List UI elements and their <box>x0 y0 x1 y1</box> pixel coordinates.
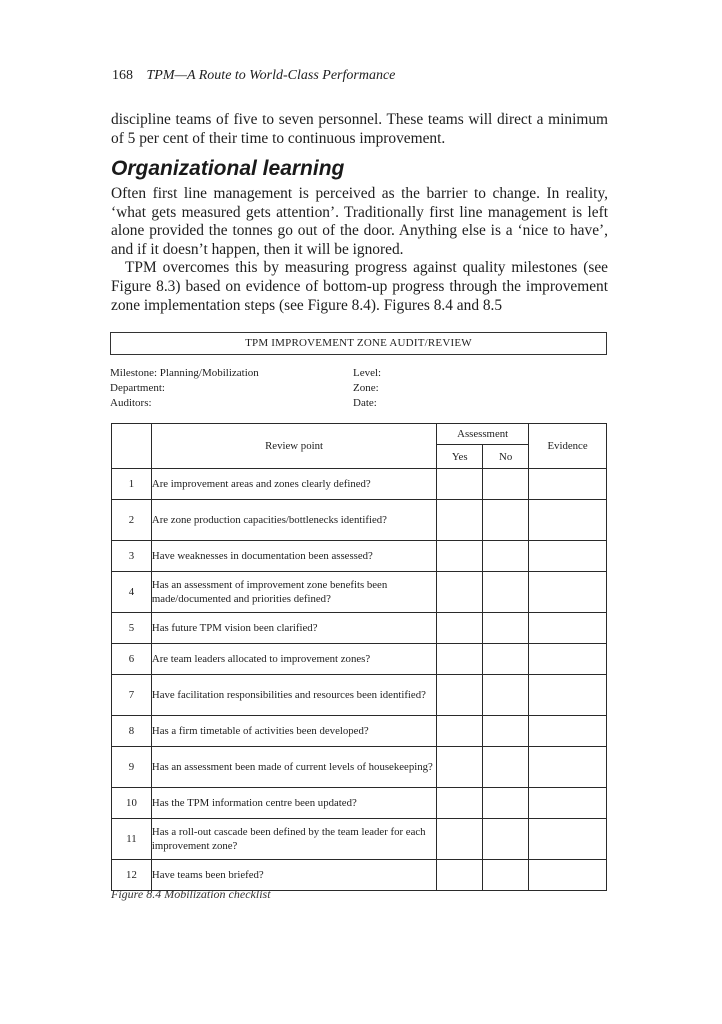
review-point-text: Has a firm timetable of activities been developed? <box>151 716 436 747</box>
row-number: 10 <box>112 788 152 819</box>
no-cell <box>483 572 529 613</box>
row-number: 4 <box>112 572 152 613</box>
review-point-text: Are zone production capacities/bottlenecks identified? <box>151 500 436 541</box>
yes-cell <box>437 541 483 572</box>
review-point-text: Are team leaders allocated to improvement zones? <box>151 644 436 675</box>
no-cell <box>483 541 529 572</box>
evidence-cell <box>529 675 607 716</box>
figure-caption: Figure 8.4 Mobilization checklist <box>111 887 271 901</box>
header-evidence: Evidence <box>529 424 607 469</box>
review-point-text: Has an assessment of improvement zone benefits been made/documented and priorities defined? <box>151 572 436 613</box>
table-row <box>112 747 607 788</box>
row-number: 11 <box>112 819 152 860</box>
yes-cell <box>437 644 483 675</box>
evidence-cell <box>529 541 607 572</box>
row-number: 7 <box>112 675 152 716</box>
row-number: 1 <box>112 469 152 500</box>
evidence-cell <box>529 819 607 860</box>
no-cell <box>483 675 529 716</box>
table-row <box>112 716 607 747</box>
review-point-text: Are improvement areas and zones clearly defined? <box>151 469 436 500</box>
meta-department: Department: <box>110 382 165 394</box>
review-point-text: Have facilitation responsibilities and resources been identified? <box>151 675 436 716</box>
table-row <box>112 469 607 500</box>
evidence-cell <box>529 644 607 675</box>
mobilization-checklist-table <box>111 423 607 891</box>
row-number: 6 <box>112 644 152 675</box>
no-cell <box>483 716 529 747</box>
no-cell <box>483 500 529 541</box>
row-number: 3 <box>112 541 152 572</box>
book-title: TPM—A Route to World-Class Performance <box>146 68 396 83</box>
table-header-row <box>112 424 607 445</box>
meta-date: Date: <box>353 397 377 409</box>
no-cell <box>483 819 529 860</box>
row-number: 9 <box>112 747 152 788</box>
section-body <box>111 185 608 315</box>
yes-cell <box>437 860 483 891</box>
review-point-text: Has future TPM vision been clarified? <box>151 613 436 644</box>
yes-cell <box>437 788 483 819</box>
table-row <box>112 675 607 716</box>
meta-level: Level: <box>353 367 382 379</box>
evidence-cell <box>529 613 607 644</box>
no-cell <box>483 469 529 500</box>
header-yes: Yes <box>437 445 483 469</box>
row-number: 5 <box>112 613 152 644</box>
review-point-text: Have teams been briefed? <box>151 860 436 891</box>
intro-paragraph <box>111 111 608 148</box>
yes-cell <box>437 747 483 788</box>
section-heading: Organizational learning <box>111 157 345 180</box>
evidence-cell <box>529 500 607 541</box>
review-point-text: Has a roll-out cascade been defined by the team leader for each improvement zone? <box>151 819 436 860</box>
meta-auditors: Auditors: <box>110 397 152 409</box>
yes-cell <box>437 675 483 716</box>
page-number: 168 <box>112 68 133 83</box>
row-number: 8 <box>112 716 152 747</box>
evidence-cell <box>529 747 607 788</box>
table-row <box>112 788 607 819</box>
table-row <box>112 541 607 572</box>
evidence-cell <box>529 788 607 819</box>
header-assessment: Assessment <box>437 424 529 445</box>
no-cell <box>483 788 529 819</box>
audit-title-box: TPM IMPROVEMENT ZONE AUDIT/REVIEW <box>110 332 607 355</box>
row-number: 12 <box>112 860 152 891</box>
meta-zone: Zone: <box>353 382 379 394</box>
running-header <box>112 68 395 84</box>
table-row <box>112 613 607 644</box>
header-no: No <box>483 445 529 469</box>
review-point-text: Have weaknesses in documentation been assessed? <box>151 541 436 572</box>
yes-cell <box>437 613 483 644</box>
table-row <box>112 819 607 860</box>
section-paragraph-1: Often first line management is perceived as the barrier to change. In reality, ‘what gets measured gets attention’. Traditionally first line management is left alone provided the tonnes go out of the door. Anything else is a ‘nice to have’, and if it doesn’t happen, then it will be ignored. <box>111 185 608 258</box>
table-row <box>112 644 607 675</box>
no-cell <box>483 747 529 788</box>
review-point-text: Has an assessment been made of current levels of housekeeping? <box>151 747 436 788</box>
evidence-cell <box>529 716 607 747</box>
evidence-cell <box>529 469 607 500</box>
no-cell <box>483 644 529 675</box>
intro-paragraph-text: discipline teams of five to seven personnel. These teams will direct a minimum of 5 per cent of their time to continuous improvement. <box>111 111 608 147</box>
yes-cell <box>437 819 483 860</box>
header-review-point: Review point <box>151 424 436 469</box>
yes-cell <box>437 716 483 747</box>
row-number: 2 <box>112 500 152 541</box>
section-paragraph-2: TPM overcomes this by measuring progress against quality milestones (see Figure 8.3) based on evidence of bottom-up progress through the improvement zone implementation steps (see Figure 8.4). Figures 8.4 and 8.5 <box>111 259 608 314</box>
no-cell <box>483 860 529 891</box>
yes-cell <box>437 572 483 613</box>
no-cell <box>483 613 529 644</box>
table-row <box>112 860 607 891</box>
audit-meta-right <box>353 366 381 411</box>
review-point-text: Has the TPM information centre been updated? <box>151 788 436 819</box>
yes-cell <box>437 500 483 541</box>
evidence-cell <box>529 572 607 613</box>
audit-meta-left <box>110 366 259 411</box>
table-row <box>112 500 607 541</box>
table-row <box>112 572 607 613</box>
evidence-cell <box>529 860 607 891</box>
meta-milestone: Milestone: Planning/Mobilization <box>110 367 259 379</box>
yes-cell <box>437 469 483 500</box>
header-number-cell <box>112 424 152 469</box>
